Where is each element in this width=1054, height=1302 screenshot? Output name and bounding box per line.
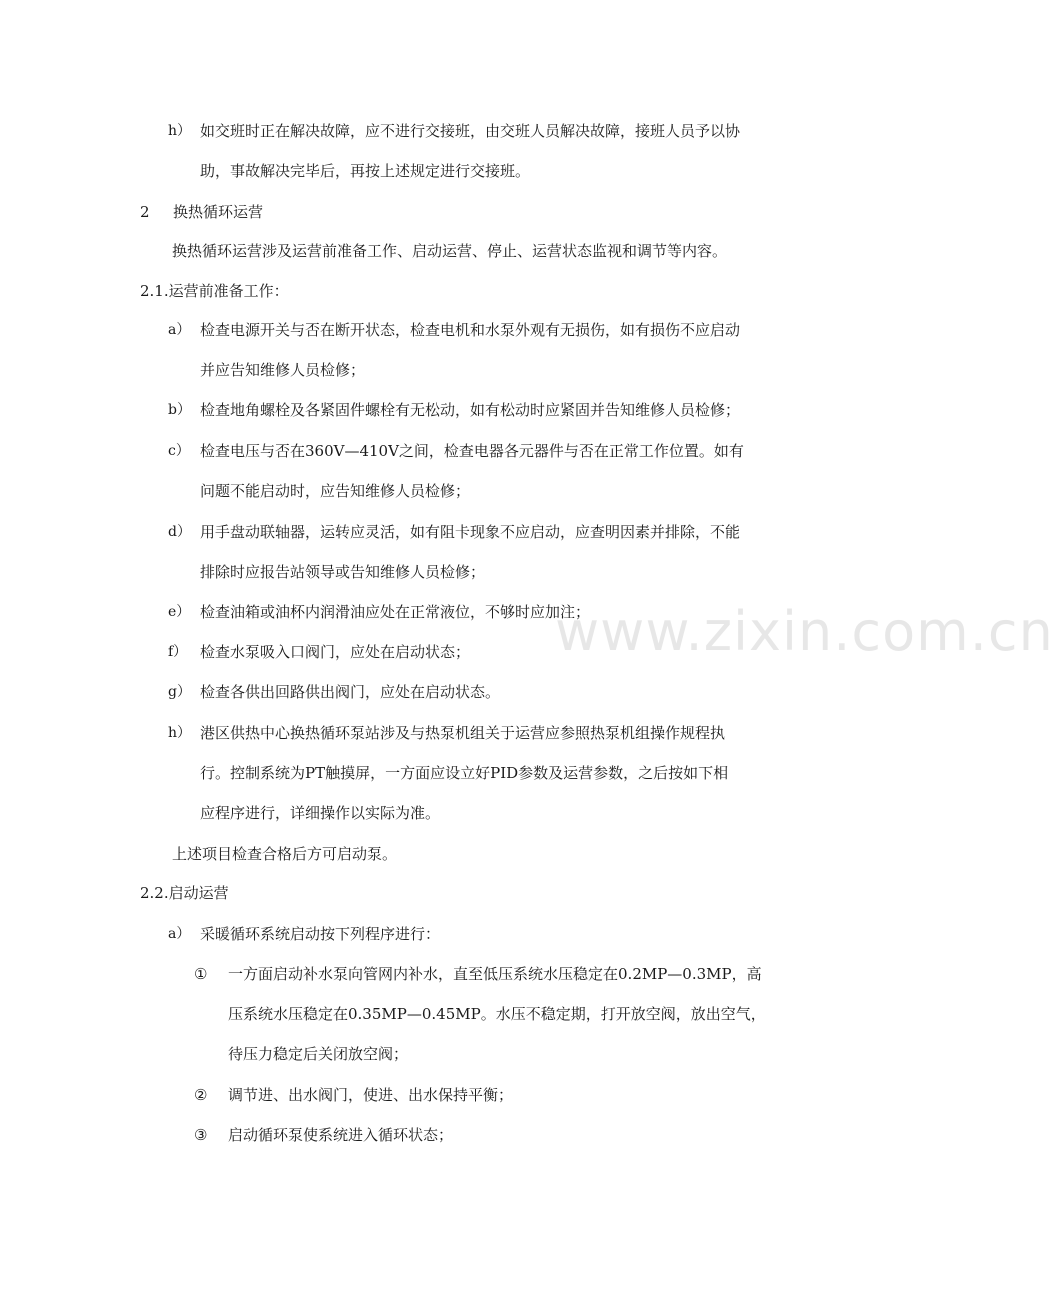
paragraph-line: 如交班时正在解决故障，应不进行交接班，由交班人员解决故障，接班人员予以协 bbox=[200, 122, 741, 140]
closing-sentence: 上述项目检查合格后方可启动泵。 bbox=[172, 845, 398, 863]
list-item-line: 用手盘动联轴器，运转应灵活，如有阻卡现象不应启动，应查明因素并排除，不能 bbox=[200, 523, 741, 541]
step-line: 启动循环泵使系统进入循环状态； bbox=[228, 1126, 454, 1144]
list-item-line: 采暖循环系统启动按下列程序进行： bbox=[200, 925, 441, 943]
list-item-line: 问题不能启动时，应告知维修人员检修； bbox=[200, 482, 471, 500]
list-item-line: 检查地角螺栓及各紧固件螺栓有无松动，如有松动时应紧固并告知维修人员检修； bbox=[200, 401, 741, 419]
item-marker-g: g） bbox=[168, 684, 191, 700]
step-line: 一方面启动补水泵向管网内补水，直至低压系统水压稳定在0.2MP—0.3MP，高 bbox=[228, 965, 762, 983]
step-marker-1: ① bbox=[194, 965, 208, 983]
item-marker-h: h） bbox=[168, 123, 192, 139]
list-item-line: 检查各供出回路供出阀门，应处在启动状态。 bbox=[200, 683, 501, 701]
item-marker-f: f） bbox=[168, 644, 188, 660]
step-marker-3: ③ bbox=[194, 1126, 208, 1144]
subsection-heading: 2.2.启动运营 bbox=[140, 884, 229, 902]
watermark: www.zixin.com.cn bbox=[555, 600, 1054, 663]
item-marker-h2: h） bbox=[168, 725, 192, 741]
step-line: 压系统水压稳定在0.35MP—0.45MP。水压不稳定期，打开放空阀，放出空气， bbox=[228, 1005, 766, 1023]
list-item-line: 检查电源开关与否在断开状态，检查电机和水泵外观有无损伤，如有损伤不应启动 bbox=[200, 321, 741, 339]
subsection-heading: 2.1.运营前准备工作： bbox=[140, 282, 289, 300]
step-marker-2: ② bbox=[194, 1086, 208, 1104]
paragraph-line: 助，事故解决完毕后，再按上述规定进行交接班。 bbox=[200, 162, 531, 180]
list-item-line: 港区供热中心换热循环泵站涉及与热泵机组关于运营应参照热泵机组操作规程执 bbox=[200, 724, 726, 742]
item-marker-c: c） bbox=[168, 443, 190, 459]
section-intro: 换热循环运营涉及运营前准备工作、启动运营、停止、运营状态监视和调节等内容。 bbox=[172, 242, 728, 260]
step-line: 调节进、出水阀门，使进、出水保持平衡； bbox=[228, 1086, 514, 1104]
list-item-line: 行。控制系统为PT触摸屏，一方面应设立好PID参数及运营参数，之后按如下相 bbox=[200, 764, 729, 782]
section-number: 2 bbox=[140, 203, 150, 221]
list-item-line: 并应告知维修人员检修； bbox=[200, 361, 366, 379]
item-marker-a: a） bbox=[168, 322, 191, 338]
step-line: 待压力稳定后关闭放空阀； bbox=[228, 1045, 409, 1063]
item-marker-b: b） bbox=[168, 402, 191, 418]
item-marker-d: d） bbox=[168, 524, 191, 540]
item-marker-a: a） bbox=[168, 926, 191, 942]
list-item-line: 检查水泵吸入口阀门，应处在启动状态； bbox=[200, 643, 471, 661]
section-title: 换热循环运营 bbox=[173, 203, 264, 221]
list-item-line: 应程序进行，详细操作以实际为准。 bbox=[200, 804, 441, 822]
list-item-line: 检查油箱或油杯内润滑油应处在正常液位，不够时应加注； bbox=[200, 603, 591, 621]
item-marker-e: e） bbox=[168, 604, 191, 620]
list-item-line: 检查电压与否在360V—410V之间，检查电器各元器件与否在正常工作位置。如有 bbox=[200, 442, 744, 460]
list-item-line: 排除时应报告站领导或告知维修人员检修； bbox=[200, 563, 486, 581]
